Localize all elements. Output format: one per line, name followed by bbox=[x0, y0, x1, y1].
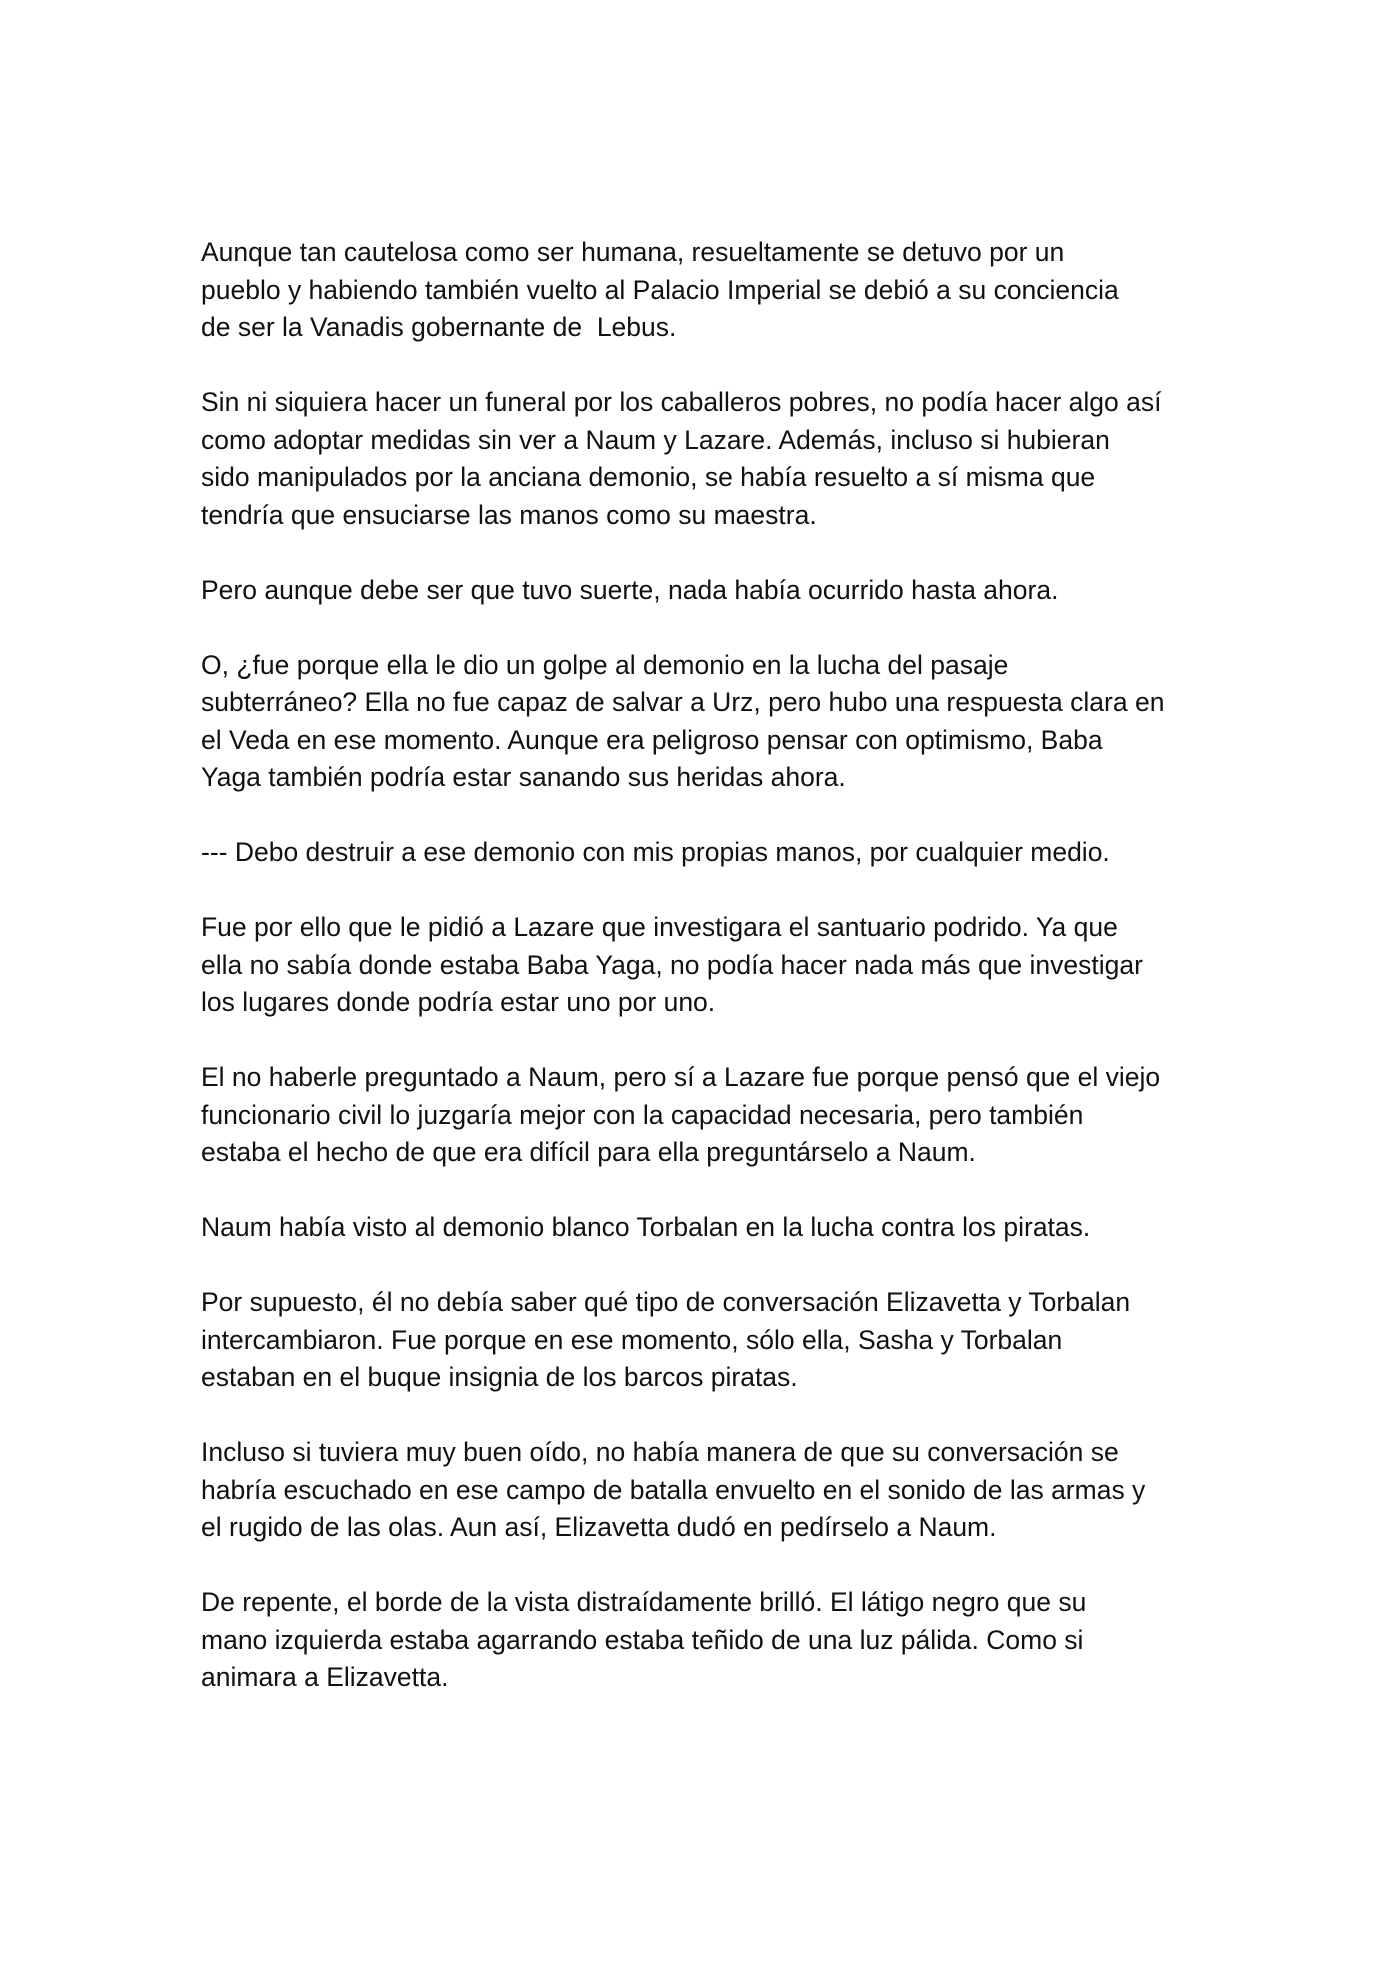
paragraph: Fue por ello que le pidió a Lazare que investigara el santuario podrido. Ya que ella no sabía donde estaba Baba Yaga, no podía hacer nada más que investigar los lugares donde podría estar uno por uno. bbox=[201, 912, 1143, 1017]
paragraph: El no haberle preguntado a Naum, pero sí a Lazare fue porque pensó que el viejo funcionario civil lo juzgaría mejor con la capacidad necesaria, pero también estaba el hecho de que era difícil para ella preguntárselo a Naum. bbox=[201, 1062, 1161, 1167]
paragraph: Naum había visto al demonio blanco Torbalan en la lucha contra los piratas. bbox=[201, 1212, 1091, 1242]
paragraph: Aunque tan cautelosa como ser humana, resueltamente se detuvo por un pueblo y habiendo también vuelto al Palacio Imperial se debió a su conciencia de ser la Vanadis gobernante de Lebus. bbox=[201, 237, 1119, 342]
paragraph: De repente, el borde de la vista distraídamente brilló. El látigo negro que su mano izquierda estaba agarrando estaba teñido de una luz pálida. Como si animara a Elizavetta. bbox=[201, 1587, 1087, 1692]
paragraph: Pero aunque debe ser que tuvo suerte, nada había ocurrido hasta ahora. bbox=[201, 574, 1059, 605]
paragraph: Sin ni siquiera hacer un funeral por los caballeros pobres, no podía hacer algo así como adoptar medidas sin ver a Naum y Lazare. Además, incluso si hubieran sido manipulados por la anciana demonio, se había resuelto a sí misma que tendría que ensuciarse las manos como su maestra. bbox=[201, 387, 1162, 530]
document-body bbox=[201, 234, 1211, 1697]
paragraph: O, ¿fue porque ella le dio un golpe al demonio en la lucha del pasaje subterráneo? Ella no fue capaz de salvar a Urz, pero hubo una respuesta clara en el Veda en ese momento. Aunque era peligroso pensar con optimismo, Baba Yaga también podría estar sanando sus heridas ahora. bbox=[201, 649, 1165, 792]
paragraph: Incluso si tuviera muy buen oído, no había manera de que su conversación se habría escuchado en ese campo de batalla envuelto en el sonido de las armas y el rugido de las olas. Aun así, Elizavetta dudó en pedírselo a Naum. bbox=[201, 1437, 1146, 1542]
paragraph: --- Debo destruir a ese demonio con mis propias manos, por cualquier medio. bbox=[201, 837, 1110, 867]
paragraph: Por supuesto, él no debía saber qué tipo de conversación Elizavetta y Torbalan intercambiaron. Fue porque en ese momento, sólo ella, Sasha y Torbalan estaban en el buque insignia de los barcos piratas. bbox=[201, 1287, 1131, 1392]
